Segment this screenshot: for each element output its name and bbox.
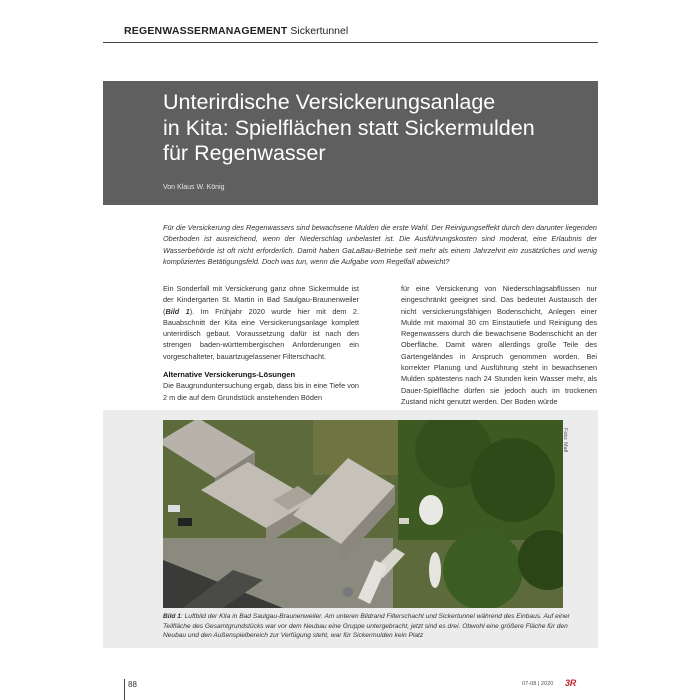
aerial-photo [163, 420, 563, 608]
title-line-2: in Kita: Spielflächen statt Sickermulden [163, 115, 535, 140]
intro-paragraph: Für die Versickerung des Regenwassers sind bewachsene Mulden die erste Wahl. Der Reinigungseffekt durch den darunter liegenden Oberboden ist ausreichend, wenn der Niederschlag unbelastet ist. Die Ausführungskosten sind moderat, eine Erlaubnis der Wasserbehörde ist oft nicht erforderlich. Damit haben GaLaBau-Betriebe seit mehr als einem Jahrzehnt ein zusätzliches und wenig kompliziertes Betätigungsfeld. Doch was tun, wenn die Aufgabe vom Regelfall abweicht? [163, 223, 597, 266]
section-name: REGENWASSERMANAGEMENT [124, 25, 288, 37]
page-number: 88 [128, 680, 137, 689]
header-rule [103, 42, 598, 43]
section-label [124, 25, 348, 37]
issue-label: 07-08 | 2020 [522, 681, 554, 687]
subheading: Alternative Versickerungs-Lösungen [163, 370, 296, 380]
figure-caption: Bild 1: Luftbild der Kita in Bad Saulgau-Braunenweiler. Am unteren Bildrand Filterschacht und Sickertunnel während des Einbaus. Auf einer Teilfläche des Gesamtgrundstücks war vor dem Neubau eine Gruppe untergebracht, jetzt sind es drei. Obwohl eine größere Fläche für den Neubau und den Außenspielbereich zur Verfügung steht, war für Sickermulden kein Platz [163, 613, 570, 640]
figure-reference: Bild 1 [165, 306, 190, 316]
text-column-right [401, 283, 597, 407]
brand-logo: 3R [565, 678, 576, 688]
caption-figure-label: Bild 1 [163, 613, 181, 620]
photo-credit: Foto: Mall [562, 428, 568, 453]
byline: Von Klaus W. König [163, 184, 225, 191]
title-line-1: Unterirdische Versickerungsanlage [163, 90, 496, 114]
subsection-name: Sickertunnel [290, 25, 349, 37]
article-title [163, 90, 583, 167]
text-column-left [163, 283, 359, 403]
body-paragraph: Ein Sonderfall mit Versickerung ganz ohne Sickermulde ist der Kindergarten St. Martin in Bad Saulgau-Braunenweiler (Bild 1). Im Frühjahr 2020 wurde hier mit dem 2. Bauabschnitt der Kita eine Versickerungsanlage komplett unterirdisch gebaut. Voraussetzung dafür ist nach den strengen baden-württembergischen Anforderungen ein vorgeschalteter, bauartzugelassener Filterschacht. [163, 284, 360, 361]
body-paragraph: Die Baugrunduntersuchung ergab, dass bis in eine Tiefe von 2 m die auf dem Grundstück anstehenden Böden [163, 381, 359, 402]
footer-rule [124, 679, 125, 700]
body-paragraph: für eine Versickerung von Niederschlagsabflüssen nur eingeschränkt geeignet sind. Das bedeutet Austausch der nicht versickerungsfähigen Bodenschicht, Anlegen einer Mulde mit maximal 30 cm Einstautiefe und Reinigung des Regenwassers durch die bewachsene Bodenschicht an der Oberfläche. Damit wären allerdings große Teile des Gartengeländes in Anspruch genommen worden. Bei korrekter Planung und Ausführung steht in bewachsenen Mulden spätestens nach 24 Stunden kein Wasser mehr, als Dauer-Spielfläche dürfen sie jedoch auch im trockenen Zustand nicht genutzt werden. Der Boden würde [401, 284, 597, 406]
title-box [103, 81, 598, 205]
title-line-3: für Regenwasser [163, 141, 326, 165]
